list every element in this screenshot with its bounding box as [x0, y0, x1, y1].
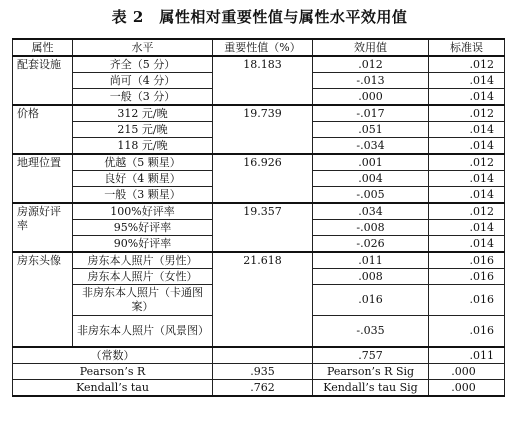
stat-value: .935 [213, 364, 313, 380]
header-attribute: 属性 [13, 39, 73, 56]
stat-sig-value: .000 [429, 380, 505, 397]
utility-cell: -.034 [313, 138, 429, 155]
level-cell: 90%好评率 [73, 236, 213, 253]
level-cell: 优越（5 颗星） [73, 154, 213, 171]
utility-cell: .001 [313, 154, 429, 171]
attribute-group [13, 56, 505, 105]
stat-label: Pearson’s R [13, 364, 213, 380]
level-cell: 房东本人照片（男性） [73, 252, 213, 269]
standard-error-cell: .014 [429, 122, 505, 138]
standard-error-cell: .012 [429, 154, 505, 171]
header-importance: 重要性值（%） [213, 39, 313, 56]
level-cell: 一般（3 颗星） [73, 187, 213, 204]
header-level: 水平 [73, 39, 213, 56]
standard-error-cell: .012 [429, 56, 505, 73]
attribute-cell: 价格 [13, 105, 73, 154]
utility-cell: -.008 [313, 220, 429, 236]
utility-cell: .034 [313, 203, 429, 220]
level-cell: 非房东本人照片（卡通图案） [73, 285, 213, 316]
header-utility: 效用值 [313, 39, 429, 56]
standard-error-cell: .014 [429, 236, 505, 253]
importance-cell: 19.739 [213, 105, 313, 154]
level-cell: 尚可（4 分） [73, 73, 213, 89]
attribute-cell: 房东头像 [13, 252, 73, 347]
table-row [13, 154, 505, 171]
stat-label: Kendall’s tau [13, 380, 213, 397]
standard-error-cell: .016 [429, 316, 505, 348]
standard-error-cell: .016 [429, 252, 505, 269]
level-cell: 118 元/晚 [73, 138, 213, 155]
level-cell: 一般（3 分） [73, 89, 213, 106]
standard-error-cell: .016 [429, 269, 505, 285]
attribute-group [13, 154, 505, 203]
importance-cell: 21.618 [213, 252, 313, 347]
standard-error-cell: .014 [429, 89, 505, 106]
standard-error-cell: .012 [429, 105, 505, 122]
utility-cell: .004 [313, 171, 429, 187]
header-row [13, 39, 505, 56]
constant-row [13, 347, 505, 364]
importance-cell: 18.183 [213, 56, 313, 105]
importance-cell: 19.357 [213, 203, 313, 252]
utility-cell: -.026 [313, 236, 429, 253]
utility-cell: -.005 [313, 187, 429, 204]
standard-error-cell: .014 [429, 138, 505, 155]
stat-sig-label: Kendall’s tau Sig [313, 380, 429, 397]
standard-error-cell: .014 [429, 171, 505, 187]
constant-importance-cell [213, 347, 313, 364]
standard-error-cell: .012 [429, 203, 505, 220]
table-row [13, 252, 505, 269]
stat-row-pearson [13, 364, 505, 380]
constant-utility: .757 [313, 347, 429, 364]
standard-error-cell: .014 [429, 73, 505, 89]
utility-cell: .008 [313, 269, 429, 285]
level-cell: 100%好评率 [73, 203, 213, 220]
table-header [13, 39, 505, 56]
utility-cell: .016 [313, 285, 429, 316]
level-cell: 215 元/晚 [73, 122, 213, 138]
importance-cell: 16.926 [213, 154, 313, 203]
attribute-cell: 配套设施 [13, 56, 73, 105]
table-row [13, 56, 505, 73]
utility-cell: -.013 [313, 73, 429, 89]
summary-group [13, 347, 505, 396]
attribute-group [13, 105, 505, 154]
standard-error-cell: .014 [429, 220, 505, 236]
attribute-cell: 房源好评率 [13, 203, 73, 252]
utility-cell: .051 [313, 122, 429, 138]
level-cell: 95%好评率 [73, 220, 213, 236]
level-cell: 312 元/晚 [73, 105, 213, 122]
table-title: 表 2 属性相对重要性值与属性水平效用值 [111, 8, 408, 26]
constant-label: （常数） [13, 347, 213, 364]
table-row [13, 203, 505, 220]
stat-sig-value: .000 [429, 364, 505, 380]
header-standard-error: 标准误 [429, 39, 505, 56]
attribute-group [13, 203, 505, 252]
utility-cell: .000 [313, 89, 429, 106]
standard-error-cell: .016 [429, 285, 505, 316]
constant-standard-error: .011 [429, 347, 505, 364]
level-cell: 良好（4 颗星） [73, 171, 213, 187]
utility-cell: .012 [313, 56, 429, 73]
stat-row-kendall [13, 380, 505, 397]
level-cell: 房东本人照片（女性） [73, 269, 213, 285]
standard-error-cell: .014 [429, 187, 505, 204]
table-row [13, 105, 505, 122]
level-cell: 齐全（5 分） [73, 56, 213, 73]
attribute-group [13, 252, 505, 347]
utility-table [12, 38, 505, 397]
attribute-cell: 地理位置 [13, 154, 73, 203]
utility-cell: .011 [313, 252, 429, 269]
level-cell: 非房东本人照片（风景图） [73, 316, 213, 348]
utility-cell: -.017 [313, 105, 429, 122]
stat-sig-label: Pearson’s R Sig [313, 364, 429, 380]
stat-value: .762 [213, 380, 313, 397]
utility-cell: -.035 [313, 316, 429, 348]
